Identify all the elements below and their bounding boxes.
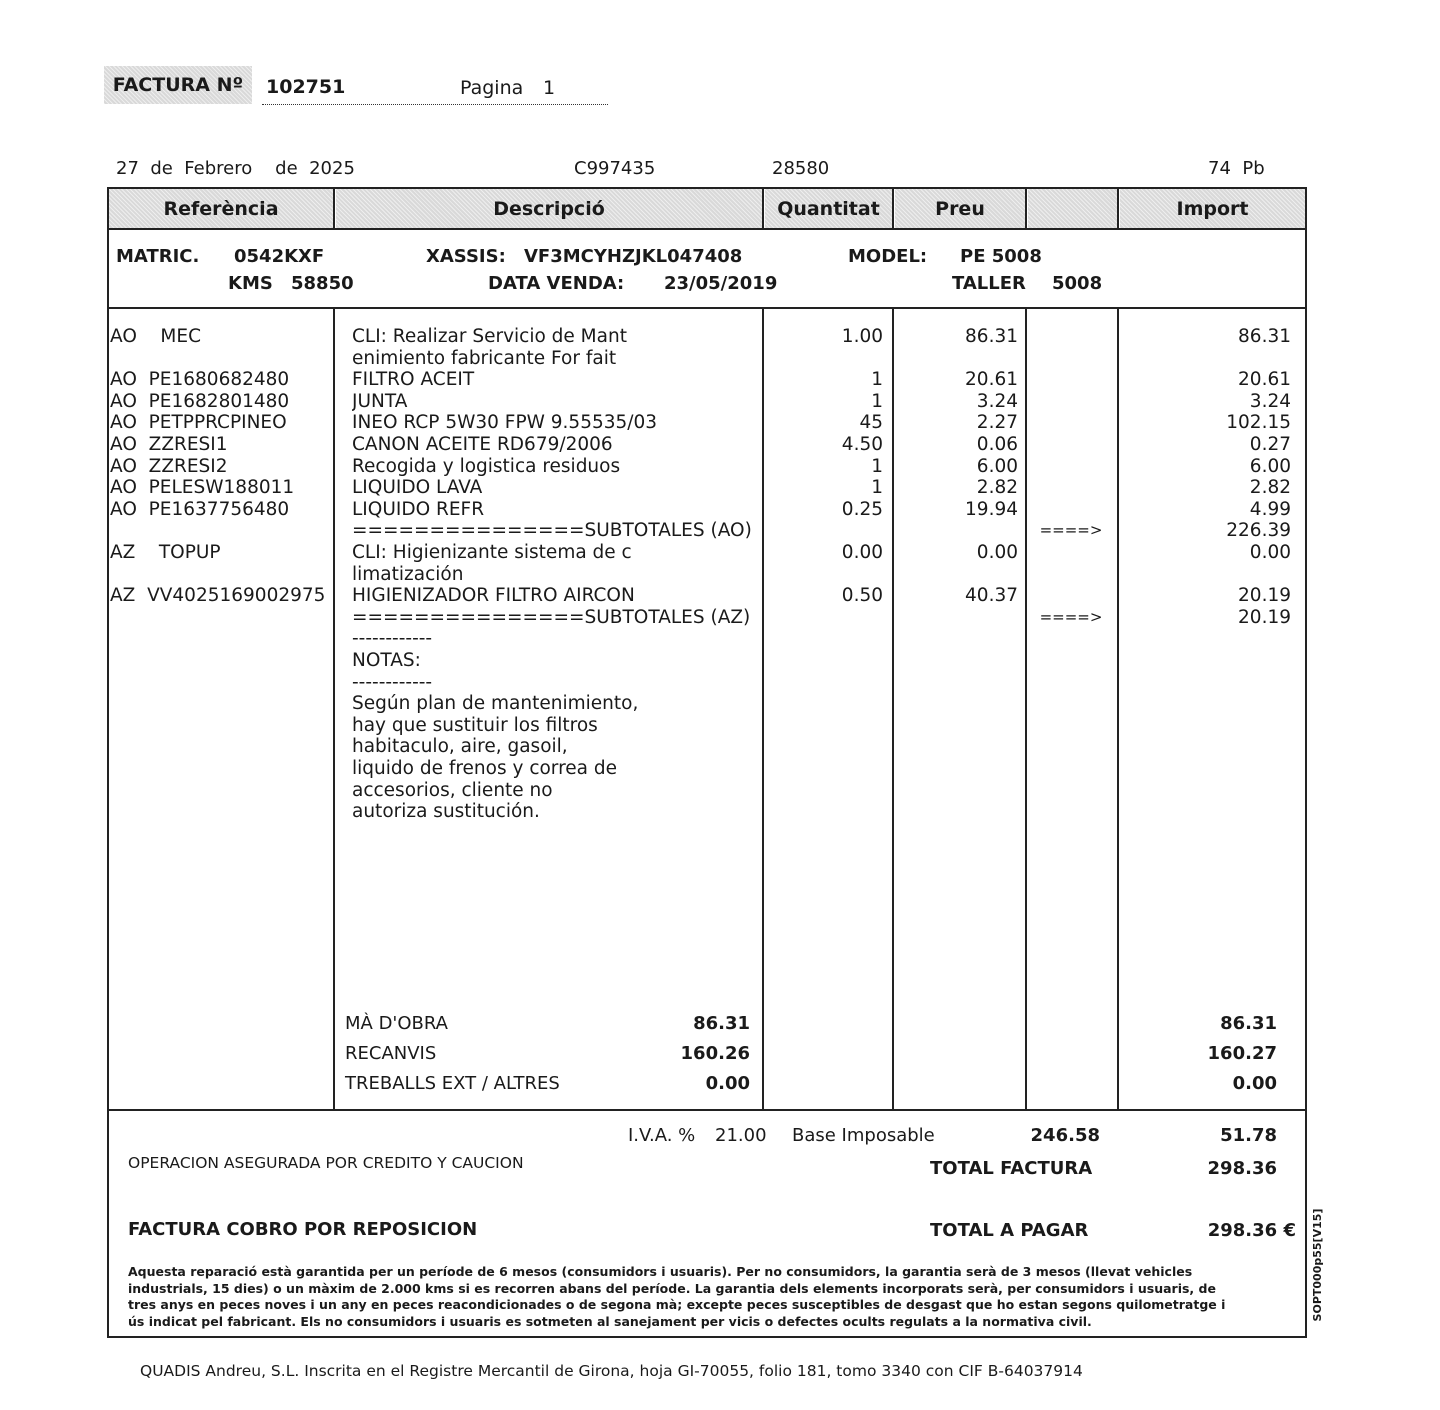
line-price: 2.27 <box>976 412 1018 434</box>
model-value: PE 5008 <box>960 246 1042 267</box>
line-desc: LIQUIDO REFR <box>352 498 485 520</box>
line-qty: 1 <box>871 390 883 412</box>
header-divider <box>333 189 335 228</box>
line-qty: 1 <box>871 369 883 391</box>
line-desc: Recogida y logistica residuos <box>352 455 621 477</box>
iva-rate: 21.00 <box>715 1125 767 1146</box>
col-header-preu: Preu <box>895 189 1025 228</box>
total-factura-value: 298.36 <box>1207 1158 1277 1179</box>
line-desc: ===============SUBTOTALES (AZ) <box>352 606 751 628</box>
warranty-line: Aquesta reparació està garantida per un període de 6 mesos (consumidors i usuaris). Per no consumidors, la garantia serà de 3 mesos (llevat vehicles <box>128 1264 1193 1279</box>
vehicle-bottom-line <box>107 307 1307 309</box>
company-footer: QUADIS Andreu, S.L. Inscrita en el Registre Mercantil de Girona, hoja GI-70055, folio 181, tomo 3340 con CIF B-64037914 <box>140 1362 1083 1380</box>
line-ref: AO PE1637756480 <box>110 498 290 520</box>
body-bottom-line <box>107 1109 1307 1111</box>
invoice-date: 27 de Febrero de 2025 <box>116 158 355 179</box>
operacion-note: OPERACION ASEGURADA POR CREDITO Y CAUCION <box>128 1154 524 1172</box>
col-header-referencia: Referència <box>109 189 333 228</box>
header-divider <box>1117 189 1119 228</box>
line-desc: liquido de frenos y correa de <box>352 758 618 779</box>
line-amount: 2.82 <box>1249 477 1291 499</box>
total-factura-label: TOTAL FACTURA <box>930 1158 1093 1179</box>
warranty-line: industrials, 15 dies) o un màxim de 2.000 kms si es recorren abans del període. La garantia dels elements incorporats serà, per consumidors i usuaris, de <box>128 1280 1216 1296</box>
col-header-blank <box>1028 189 1117 228</box>
summary-label-ma-obra: MÀ D'OBRA <box>345 1013 448 1034</box>
kms-value: 58850 <box>291 273 354 294</box>
line-desc: hay que sustituir los filtros <box>352 714 598 736</box>
line-price: 19.94 <box>965 498 1018 520</box>
line-price: 6.00 <box>976 455 1018 477</box>
invoice-number: 102751 <box>266 76 346 98</box>
meta-code-1: C997435 <box>574 158 656 179</box>
iva-label: I.V.A. % <box>628 1125 696 1146</box>
summary-value-recanvis: 160.26 <box>680 1043 750 1064</box>
warranty-line: ús indicat pel fabricant. Els no consumidors i usuaris es sotmeten al sanejament per vicis o defectes ocults regulats a la normativa civil. <box>128 1313 1092 1329</box>
taller-label: TALLER <box>952 273 1026 294</box>
line-qty: 4.50 <box>841 434 883 455</box>
header-divider <box>1025 189 1027 228</box>
xassis-value: VF3MCYHZJKL047408 <box>524 246 743 267</box>
line-desc: ------------ <box>352 671 433 693</box>
line-desc: habitaculo, aire, gasoil, <box>352 736 568 758</box>
line-amount: 0.27 <box>1249 434 1291 455</box>
line-ref: AO PE1682801480 <box>110 390 290 412</box>
meta-code-3: 74 Pb <box>1208 158 1265 179</box>
line-amount: 226.39 <box>1226 520 1291 542</box>
header-bottom-line <box>107 228 1307 230</box>
line-desc: LIQUIDO LAVA <box>352 477 483 499</box>
line-amount: 86.31 <box>1238 326 1291 347</box>
line-amount: 20.19 <box>1238 585 1291 607</box>
line-desc: CLI: Realizar Servicio de Mant <box>352 326 627 347</box>
line-price: 86.31 <box>965 326 1018 347</box>
line-ref: AO PE1680682480 <box>110 369 290 391</box>
line-desc: autoriza sustitución. <box>352 801 540 823</box>
header-divider <box>892 189 894 228</box>
line-price: 0.06 <box>976 434 1018 455</box>
data-venda-label: DATA VENDA: <box>488 273 625 294</box>
total-pagar-label: TOTAL A PAGAR <box>930 1220 1089 1241</box>
matric-label: MATRIC. <box>116 246 200 267</box>
line-price: 0.00 <box>976 542 1018 563</box>
summary-label-recanvis: RECANVIS <box>345 1043 437 1064</box>
line-arrow: ====> <box>1039 607 1103 626</box>
line-ref: AO MEC <box>110 326 201 347</box>
summary-amount-recanvis: 160.27 <box>1207 1043 1277 1064</box>
line-desc: ===============SUBTOTALES (AO) <box>352 520 752 542</box>
line-desc: limatización <box>352 563 464 585</box>
xassis-label: XASSIS: <box>426 246 506 267</box>
line-price: 2.82 <box>976 477 1018 499</box>
data-venda-value: 23/05/2019 <box>664 273 778 294</box>
line-ref: AZ TOPUP <box>110 542 221 563</box>
line-amount: 20.19 <box>1238 606 1291 628</box>
page-label: Pagina <box>460 77 524 99</box>
line-amount: 0.00 <box>1249 542 1291 563</box>
line-ref: AZ VV4025169002975 <box>110 585 326 607</box>
body-divider <box>1025 309 1027 1109</box>
meta-code-2: 28580 <box>772 158 830 179</box>
total-pagar-value: 298.36 € <box>1207 1220 1296 1241</box>
line-amount: 20.61 <box>1238 369 1291 391</box>
line-arrow: ====> <box>1039 521 1103 540</box>
line-qty: 0.00 <box>841 542 883 563</box>
invoice-underline <box>262 104 608 105</box>
line-amount: 3.24 <box>1249 390 1291 412</box>
line-desc: CLI: Higienizante sistema de c <box>352 542 632 563</box>
line-price: 40.37 <box>965 585 1018 607</box>
line-qty: 0.50 <box>841 585 883 607</box>
line-ref: AO ZZRESI2 <box>110 455 228 477</box>
line-price: 3.24 <box>976 390 1018 412</box>
invoice-label: FACTURA Nº <box>104 66 252 104</box>
line-desc: Según plan de mantenimiento, <box>352 693 639 715</box>
line-desc: accesorios, cliente no <box>352 779 553 801</box>
line-qty: 45 <box>859 412 883 434</box>
page-number: 1 <box>543 77 556 99</box>
warranty-line: tres anys en peces noves i un any en peces reacondicionades o de segona mà; excepte peces susceptibles de desgast que ho estan segons quilometratge i <box>128 1297 1226 1312</box>
line-desc: ------------ <box>352 628 433 650</box>
line-ref: AO ZZRESI1 <box>110 434 228 455</box>
base-value: 246.58 <box>1030 1125 1100 1146</box>
col-header-import: Import <box>1120 189 1305 228</box>
line-desc: CANON ACEITE RD679/2006 <box>352 434 613 455</box>
cobro-note: FACTURA COBRO POR REPOSICION <box>128 1219 478 1240</box>
model-label: MODEL: <box>848 246 928 267</box>
body-divider <box>1117 309 1119 1109</box>
line-desc: FILTRO ACEIT <box>352 369 475 391</box>
line-desc: INEO RCP 5W30 FPW 9.55535/03 <box>352 412 658 434</box>
line-desc: HIGIENIZADOR FILTRO AIRCON <box>352 585 635 607</box>
matric-value: 0542KXF <box>234 246 325 267</box>
summary-value-treballs: 0.00 <box>705 1073 750 1094</box>
line-amount: 102.15 <box>1226 412 1291 434</box>
summary-amount-ma-obra: 86.31 <box>1220 1013 1277 1034</box>
base-label: Base Imposable <box>792 1125 935 1146</box>
line-qty: 1 <box>871 455 883 477</box>
header-divider <box>762 189 764 228</box>
line-amount: 4.99 <box>1249 498 1291 520</box>
line-qty: 0.25 <box>841 498 883 520</box>
summary-value-ma-obra: 86.31 <box>693 1013 750 1034</box>
col-header-descripcio: Descripció <box>336 189 762 228</box>
line-desc: enimiento fabricante For fait <box>352 347 617 369</box>
body-divider <box>333 309 335 1109</box>
line-qty: 1.00 <box>841 326 883 347</box>
line-ref: AO PELESW188011 <box>110 477 295 499</box>
col-header-quantitat: Quantitat <box>765 189 892 228</box>
summary-label-treballs: TREBALLS EXT / ALTRES <box>345 1073 560 1094</box>
line-amount: 6.00 <box>1249 455 1291 477</box>
line-desc: JUNTA <box>352 390 408 412</box>
summary-amount-treballs: 0.00 <box>1232 1073 1277 1094</box>
side-code: SOPT000p55[V15] <box>1311 1208 1324 1322</box>
kms-label: KMS <box>228 273 273 294</box>
iva-amount: 51.78 <box>1220 1125 1277 1146</box>
line-price: 20.61 <box>965 369 1018 391</box>
body-divider <box>762 309 764 1109</box>
taller-value: 5008 <box>1052 273 1103 294</box>
body-divider <box>892 309 894 1109</box>
line-desc: NOTAS: <box>352 650 421 671</box>
line-ref: AO PETPPRCPINEO <box>110 412 287 434</box>
line-qty: 1 <box>871 477 883 499</box>
